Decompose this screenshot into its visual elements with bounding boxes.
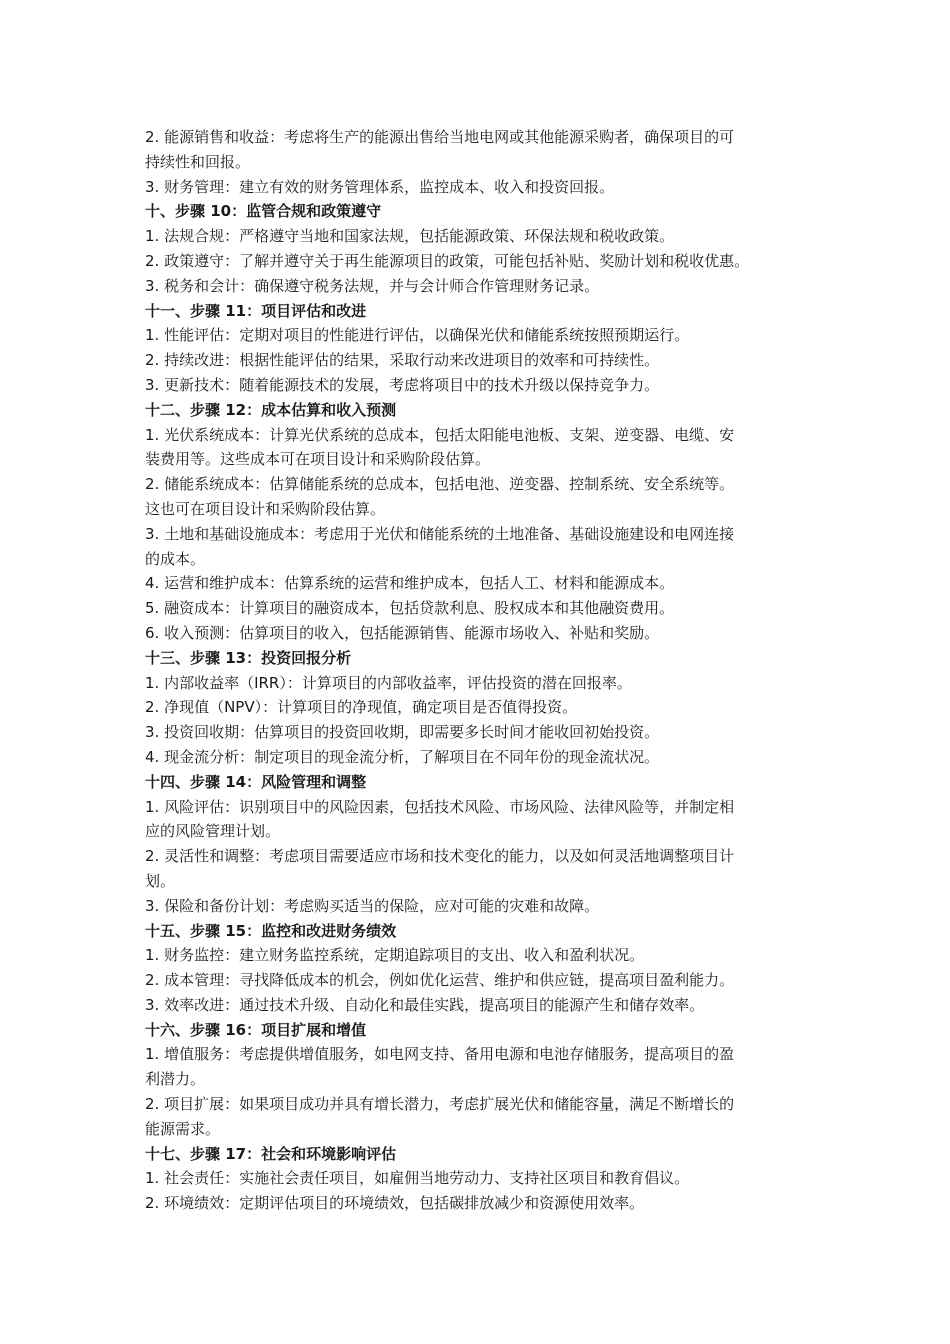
paragraph-line: 2. 净现值（NPV）：计算项目的净现值，确定项目是否值得投资。 xyxy=(145,698,578,717)
paragraph-line: 这也可在项目设计和采购阶段估算。 xyxy=(145,499,386,518)
paragraph-line: 1. 财务监控：建立财务监控系统，定期追踪项目的支出、收入和盈利状况。 xyxy=(145,946,645,965)
paragraph-line: 3. 效率改进：通过技术升级、自动化和最佳实践，提高项目的能源产生和储存效率。 xyxy=(145,995,705,1014)
section-heading: 十一、步骤 11：项目评估和改进 xyxy=(145,301,367,320)
paragraph-line: 应的风险管理计划。 xyxy=(145,822,281,841)
paragraph-line: 1. 性能评估：定期对项目的性能进行评估，以确保光伏和储能系统按照预期运行。 xyxy=(145,326,690,345)
section-heading: 十四、步骤 14：风险管理和调整 xyxy=(145,772,367,791)
paragraph-line: 3. 土地和基础设施成本：考虑用于光伏和储能系统的土地准备、基础设施建设和电网连接 xyxy=(145,524,735,543)
paragraph-line: 划。 xyxy=(145,871,176,890)
paragraph-line: 1. 增值服务：考虑提供增值服务，如电网支持、备用电源和电池存储服务，提高项目的盈 xyxy=(145,1045,735,1064)
paragraph-line: 1. 内部收益率（IRR）：计算项目的内部收益率，评估投资的潜在回报率。 xyxy=(145,673,632,692)
paragraph-line: 的成本。 xyxy=(145,549,206,568)
paragraph-line: 3. 更新技术：随着能源技术的发展，考虑将项目中的技术升级以保持竞争力。 xyxy=(145,375,660,394)
section-heading: 十六、步骤 16：项目扩展和增值 xyxy=(145,1020,367,1039)
section-heading: 十二、步骤 12：成本估算和收入预测 xyxy=(145,400,397,419)
paragraph-line: 2. 能源销售和收益：考虑将生产的能源出售给当地电网或其他能源采购者，确保项目的可 xyxy=(145,128,735,146)
paragraph-line: 5. 融资成本：计算项目的融资成本，包括贷款利息、股权成本和其他融资费用。 xyxy=(145,599,675,618)
paragraph-line: 6. 收入预测：估算项目的收入，包括能源销售、能源市场收入、补贴和奖励。 xyxy=(145,623,660,642)
paragraph-line: 2. 持续改进：根据性能评估的结果，采取行动来改进项目的效率和可持续性。 xyxy=(145,351,660,370)
paragraph-line: 2. 政策遵守：了解并遵守关于再生能源项目的政策，可能包括补贴、奖励计划和税收优惠。 xyxy=(145,251,750,270)
paragraph-line: 4. 运营和维护成本：估算系统的运营和维护成本，包括人工、材料和能源成本。 xyxy=(145,574,675,593)
paragraph-line: 3. 保险和备份计划：考虑购买适当的保险，应对可能的灾难和故障。 xyxy=(145,896,600,915)
paragraph-line: 利潜力。 xyxy=(145,1070,206,1089)
paragraph-line: 3. 投资回收期：估算项目的投资回收期，即需要多长时间才能收回初始投资。 xyxy=(145,723,660,742)
paragraph-line: 装费用等。这些成本可在项目设计和采购阶段估算。 xyxy=(145,450,491,469)
document-body xyxy=(145,125,810,1216)
paragraph-line: 1. 社会责任：实施社会责任项目，如雇佣当地劳动力、支持社区项目和教育倡议。 xyxy=(145,1169,690,1188)
paragraph-line: 1. 法规合规：严格遵守当地和国家法规，包括能源政策、环保法规和税收政策。 xyxy=(145,227,675,246)
paragraph-line: 2. 储能系统成本：估算储能系统的总成本，包括电池、逆变器、控制系统、安全系统等。 xyxy=(145,475,735,494)
section-heading: 十、步骤 10：监管合规和政策遵守 xyxy=(145,202,382,221)
paragraph-line: 1. 光伏系统成本：计算光伏系统的总成本，包括太阳能电池板、支架、逆变器、电缆、安 xyxy=(145,425,735,444)
section-heading: 十七、步骤 17：社会和环境影响评估 xyxy=(145,1144,397,1163)
paragraph-line: 4. 现金流分析：制定项目的现金流分析，了解项目在不同年份的现金流状况。 xyxy=(145,747,660,766)
paragraph-line: 2. 项目扩展：如果项目成功并具有增长潜力，考虑扩展光伏和储能容量，满足不断增长的 xyxy=(145,1095,735,1114)
paragraph-line: 能源需求。 xyxy=(145,1119,221,1138)
paragraph-line: 1. 风险评估：识别项目中的风险因素，包括技术风险、市场风险、法律风险等，并制定相 xyxy=(145,797,735,816)
paragraph-line: 3. 财务管理：建立有效的财务管理体系，监控成本、收入和投资回报。 xyxy=(145,177,615,196)
section-heading: 十五、步骤 15：监控和改进财务绩效 xyxy=(145,921,397,940)
paragraph-line: 2. 环境绩效：定期评估项目的环境绩效，包括碳排放减少和资源使用效率。 xyxy=(145,1194,645,1213)
section-heading: 十三、步骤 13：投资回报分析 xyxy=(145,648,352,667)
paragraph-line: 2. 灵活性和调整：考虑项目需要适应市场和技术变化的能力，以及如何灵活地调整项目计 xyxy=(145,847,735,866)
paragraph-line: 持续性和回报。 xyxy=(145,152,251,171)
paragraph-line: 2. 成本管理：寻找降低成本的机会，例如优化运营、维护和供应链，提高项目盈利能力。 xyxy=(145,971,735,990)
paragraph-line: 3. 税务和会计：确保遵守税务法规，并与会计师合作管理财务记录。 xyxy=(145,276,600,295)
